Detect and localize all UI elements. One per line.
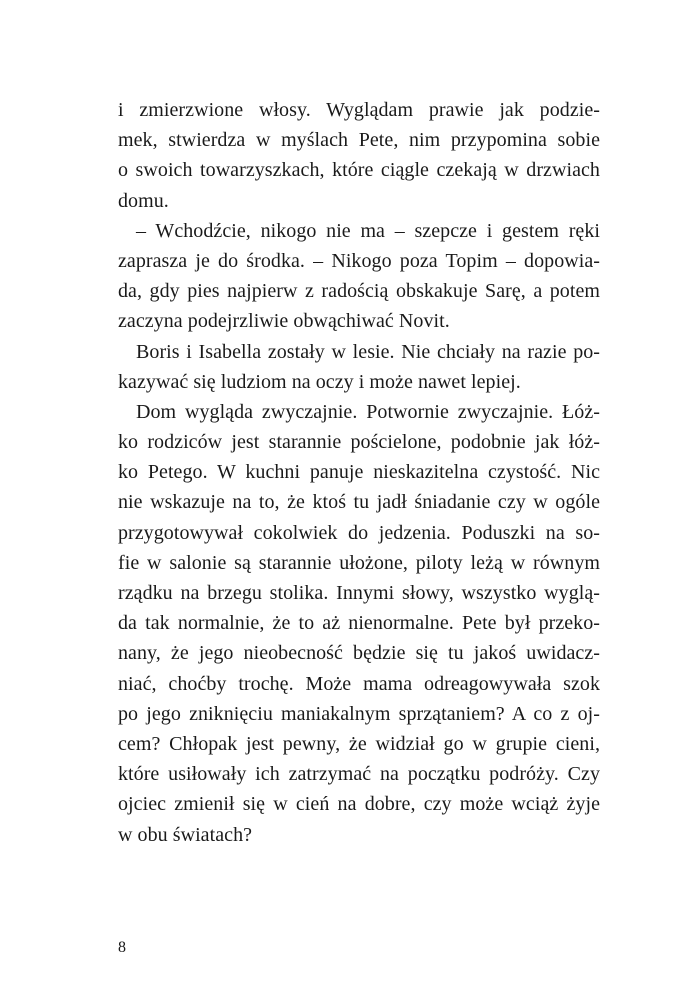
text-line: cem? Chłopak jest pewny, że widział go w grupie cieni, bbox=[118, 732, 600, 755]
text-line: mek, stwierdza w myślach Pete, nim przypomina sobie bbox=[118, 129, 600, 152]
paragraph bbox=[118, 95, 600, 216]
text-line: i zmierzwione włosy. Wyglądam prawie jak podzie- bbox=[118, 99, 600, 121]
text-line: przygotowywał cokolwiek do jedzenia. Poduszki na so- bbox=[118, 521, 600, 544]
text-line: ojciec zmienił się w cień na dobre, czy może wciąż żyje bbox=[118, 793, 600, 816]
text-line: w obu światach? bbox=[118, 823, 253, 846]
text-line: które usiłowały ich zatrzymać na początku podróży. Czy bbox=[118, 763, 600, 786]
text-line: ko rodziców jest starannie pościelone, podobnie jak łóż- bbox=[118, 431, 600, 454]
text-line: nie wskazuje na to, że ktoś tu jadł śniadanie czy w ogóle bbox=[118, 491, 600, 514]
text-line: zaprasza je do środka. – Nikogo poza Topim – dopowia- bbox=[118, 249, 600, 272]
text-line: da tak normalnie, że to aż nienormalne. Pete był przeko- bbox=[118, 612, 600, 635]
paragraph bbox=[118, 337, 600, 397]
text-line: domu. bbox=[118, 189, 169, 212]
text-line: Boris i Isabella zostały w lesie. Nie chciały na razie po- bbox=[136, 340, 600, 363]
text-line: ko Petego. W kuchni panuje nieskazitelna czystość. Nic bbox=[118, 461, 600, 484]
body-text bbox=[118, 95, 600, 850]
text-line: Dom wygląda zwyczajnie. Potwornie zwyczajnie. Łóż- bbox=[136, 400, 600, 423]
text-line: – Wchodźcie, nikogo nie ma – szepcze i gestem ręki bbox=[136, 219, 600, 242]
text-line: nany, że jego nieobecność będzie się tu jakoś uwidacz- bbox=[118, 642, 600, 665]
text-line: fie w salonie są starannie ułożone, piloty leżą w równym bbox=[118, 551, 600, 574]
text-line: po jego zniknięciu maniakalnym sprzątaniem? A co z oj- bbox=[118, 702, 600, 725]
text-line: kazywać się ludziom na oczy i może nawet lepiej. bbox=[118, 370, 521, 393]
text-line: o swoich towarzyszkach, które ciągle czekają w drzwiach bbox=[118, 159, 600, 182]
text-line: da, gdy pies najpierw z radością obskakuje Sarę, a potem bbox=[118, 280, 600, 303]
page-number: 8 bbox=[118, 939, 126, 956]
paragraph bbox=[118, 216, 600, 337]
text-line: zaczyna podejrzliwie obwąchiwać Novit. bbox=[118, 310, 450, 333]
paragraph bbox=[118, 397, 600, 850]
text-line: rządku na brzegu stolika. Innymi słowy, wszystko wyglą- bbox=[118, 582, 600, 604]
text-line: niać, choćby trochę. Może mama odreagowywała szok bbox=[118, 672, 600, 695]
